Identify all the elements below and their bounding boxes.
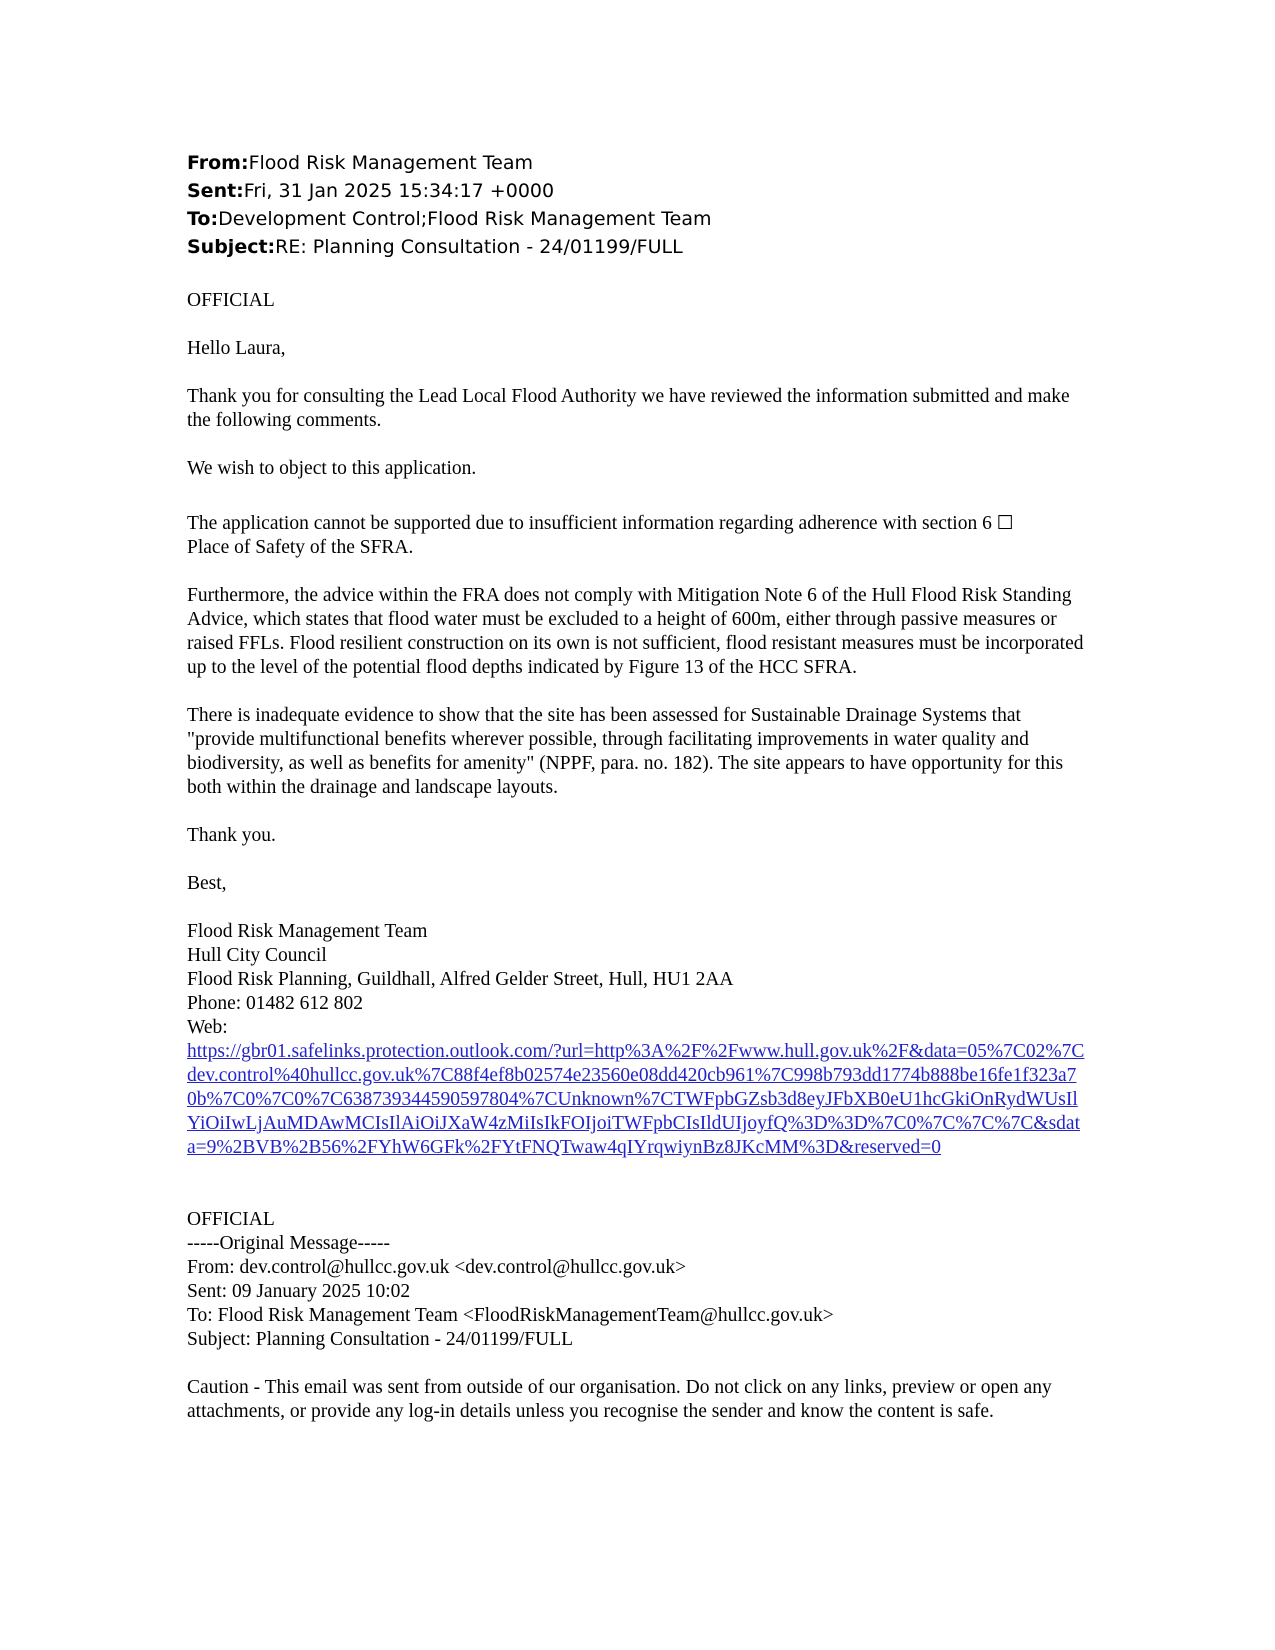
caution-notice: Caution - This email was sent from outside of our organisation. Do not click on any links, preview or open any attachments, or provide any log-in details unless you recognise the sender and know the content is safe. — [187, 1377, 1052, 1422]
signature-council: Hull City Council — [187, 945, 327, 966]
greeting: Hello Laura, — [187, 338, 286, 359]
header-to — [187, 205, 1087, 233]
signature-team: Flood Risk Management Team — [187, 921, 428, 942]
signature-address: Flood Risk Planning, Guildhall, Alfred Gelder Street, Hull, HU1 2AA — [187, 969, 734, 990]
sent-value: Fri, 31 Jan 2025 15:34:17 +0000 — [243, 180, 555, 202]
signoff-line: Best, — [187, 873, 227, 894]
original-separator: -----Original Message----- — [187, 1233, 391, 1254]
suds-paragraph: There is inadequate evidence to show that the site has been assessed for Sustainable Drainage Systems that "provide multifunctional benefits wherever possible, through facilitating improvements in water quality and biodiversity, as well as benefits for amenity" (NPPF, para. no. 182). The site appears to have opportunity for this both within the drainage and landscape layouts. — [187, 705, 1064, 798]
header-sent — [187, 177, 1087, 205]
place-of-safety-paragraph — [187, 511, 1087, 560]
signature-block — [187, 920, 1087, 1160]
checkbox-glyph-icon: ☐ — [996, 512, 1014, 534]
intro-paragraph: Thank you for consulting the Lead Local Flood Authority we have reviewed the information submitted and make the following comments. — [187, 386, 1070, 431]
header-from — [187, 149, 1087, 177]
place-of-safety-text-2: Place of Safety of the SFRA. — [187, 537, 414, 558]
sent-label: Sent: — [187, 180, 244, 202]
original-sent: Sent: 09 January 2025 10:02 — [187, 1281, 411, 1302]
signature-web-label: Web: — [187, 1017, 228, 1038]
thanks-line: Thank you. — [187, 825, 276, 846]
original-classification: OFFICIAL — [187, 1209, 275, 1230]
email-body — [187, 289, 1087, 1424]
mitigation-paragraph: Furthermore, the advice within the FRA does not comply with Mitigation Note 6 of the Hull Flood Risk Standing Advice, which states that flood water must be excluded to a height of 600m, either through passive measures or raised FFLs. Flood resilient construction on its own is not sufficient, flood resistant measures must be incorporated up to the level of the potential flood depths indicated by Figure 13 of the HCC SFRA. — [187, 585, 1084, 678]
from-value: Flood Risk Management Team — [248, 152, 533, 174]
to-value: Development Control;Flood Risk Management Team — [218, 208, 712, 230]
web-safelink[interactable]: https://gbr01.safelinks.protection.outlook.com/?url=http%3A%2F%2Fwww.hull.gov.uk%2F&data=05%7C02%7Cdev.control%40hullcc.gov.uk%7C88f4ef8b02574e23560e08dd420cb961%7C998b793dd1774b888be16fe1f323a70b%7C0%7C0%7C638739344590597804%7CUnknown%7CTWFpbGZsb3d8eyJFbXB0eU1hcGkiOnRydWUsIlYiOiIwLjAuMDAwMCIsIlAiOiJXaW4zMiIsIkFOIjoiTWFpbCIsIldUIjoyfQ%3D%3D%7C0%7C%7C%7C&sdata=9%2BVB%2B56%2FYhW6GFk%2FYtFNQTwaw4qIYrqwiynBz8JKcMM%3D&reserved=0 — [187, 1041, 1085, 1158]
subject-value: RE: Planning Consultation - 24/01199/FULL — [275, 236, 683, 258]
original-to: To: Flood Risk Management Team <FloodRiskManagementTeam@hullcc.gov.uk> — [187, 1305, 834, 1326]
classification-label: OFFICIAL — [187, 290, 275, 311]
objection-paragraph: We wish to object to this application. — [187, 458, 477, 479]
original-from: From: dev.control@hullcc.gov.uk <dev.control@hullcc.gov.uk> — [187, 1257, 687, 1278]
from-label: From: — [187, 152, 249, 174]
original-subject: Subject: Planning Consultation - 24/01199/FULL — [187, 1329, 574, 1350]
subject-label: Subject: — [187, 236, 276, 258]
signature-phone: Phone: 01482 612 802 — [187, 993, 364, 1014]
header-subject — [187, 233, 1087, 261]
to-label: To: — [187, 208, 219, 230]
place-of-safety-text-1: The application cannot be supported due to insufficient information regarding adherence with section 6 — [187, 513, 992, 534]
original-message-block — [187, 1208, 1087, 1424]
email-document — [187, 149, 1087, 1424]
email-header — [187, 149, 1087, 261]
